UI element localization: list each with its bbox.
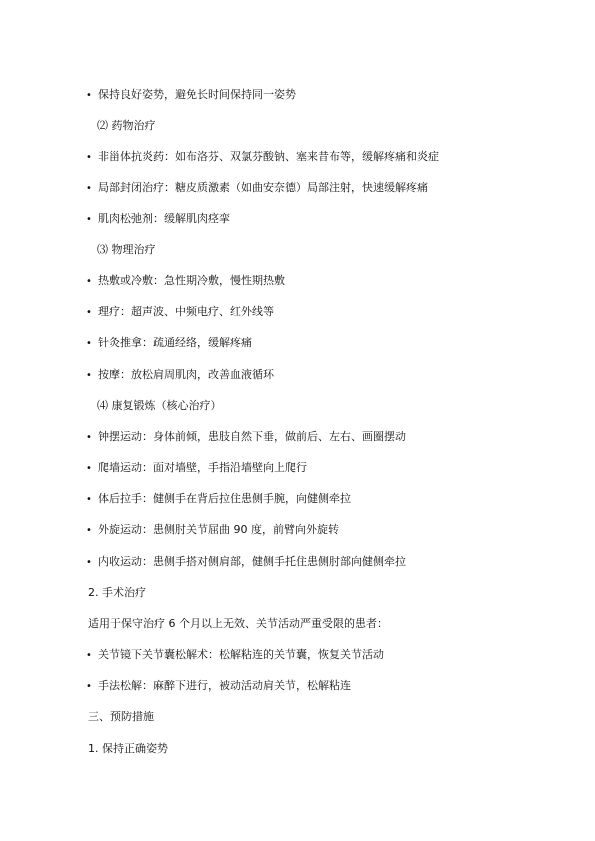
list-item [86,336,252,351]
list-item [86,88,296,103]
list-item [86,523,339,538]
bullet-icon: • [86,90,92,101]
list-item-text: 肌肉松弛剂：缓解肌肉痉挛 [98,212,230,225]
bullet-icon: • [86,463,92,474]
section-heading: 三、预防措施 [88,710,154,723]
list-item [86,461,307,476]
list-item-text: 爬墙运动：面对墙壁，手指沿墙壁向上爬行 [98,461,307,474]
section-subheading: ⑶ 物理治疗 [97,243,156,256]
list-item-text: 热敷或冷敷：急性期冷敷，慢性期热敷 [98,274,285,287]
list-item [86,430,406,445]
section-heading: 2. 手术治疗 [88,586,146,599]
list-item [86,368,274,383]
bullet-icon: • [86,681,92,692]
list-item-text: 钟摆运动：身体前倾，患肢自然下垂，做前后、左右、画圈摆动 [98,430,406,443]
bullet-icon: • [86,152,92,163]
bullet-icon: • [86,214,92,225]
bullet-icon: • [86,276,92,287]
bullet-icon: • [86,370,92,381]
list-item-text: 保持良好姿势，避免长时间保持同一姿势 [98,88,296,101]
bullet-icon: • [86,494,92,505]
list-item-text: 内收运动：患侧手搭对侧肩部，健侧手托住患侧肘部向健侧牵拉 [98,555,406,568]
list-item [86,181,428,196]
list-item-text: 按摩：放松肩周肌肉，改善血液循环 [98,368,274,381]
list-item-text: 体后拉手：健侧手在背后拉住患侧手腕，向健侧牵拉 [98,492,351,505]
list-item [86,679,351,694]
list-item-text: 非甾体抗炎药：如布洛芬、双氯芬酸钠、塞来昔布等，缓解疼痛和炎症 [98,150,439,163]
paragraph: 适用于保守治疗 6 个月以上无效、关节活动严重受限的患者： [88,617,388,630]
section-subheading: ⑷ 康复锻炼（核心治疗） [97,399,222,412]
bullet-icon: • [86,432,92,443]
section-subheading: ⑵ 药物治疗 [97,119,156,132]
bullet-icon: • [86,525,92,536]
list-item-text: 外旋运动：患侧肘关节屈曲 90 度，前臂向外旋转 [98,523,339,536]
section-heading: 1. 保持正确姿势 [88,742,168,755]
list-item [86,150,439,165]
list-item [86,274,285,289]
list-item [86,648,384,663]
list-item-text: 手法松解：麻醉下进行，被动活动肩关节，松解粘连 [98,679,351,692]
list-item [86,212,230,227]
list-item-text: 关节镜下关节囊松解术：松解粘连的关节囊，恢复关节活动 [98,648,384,661]
bullet-icon: • [86,183,92,194]
bullet-icon: • [86,307,92,318]
list-item-text: 理疗：超声波、中频电疗、红外线等 [98,305,274,318]
list-item-text: 局部封闭治疗：糖皮质激素（如曲安奈德）局部注射，快速缓解疼痛 [98,181,428,194]
bullet-icon: • [86,338,92,349]
list-item-text: 针灸推拿：疏通经络，缓解疼痛 [98,336,252,349]
list-item [86,305,274,320]
list-item [86,555,406,570]
bullet-icon: • [86,557,92,568]
bullet-icon: • [86,650,92,661]
list-item [86,492,351,507]
